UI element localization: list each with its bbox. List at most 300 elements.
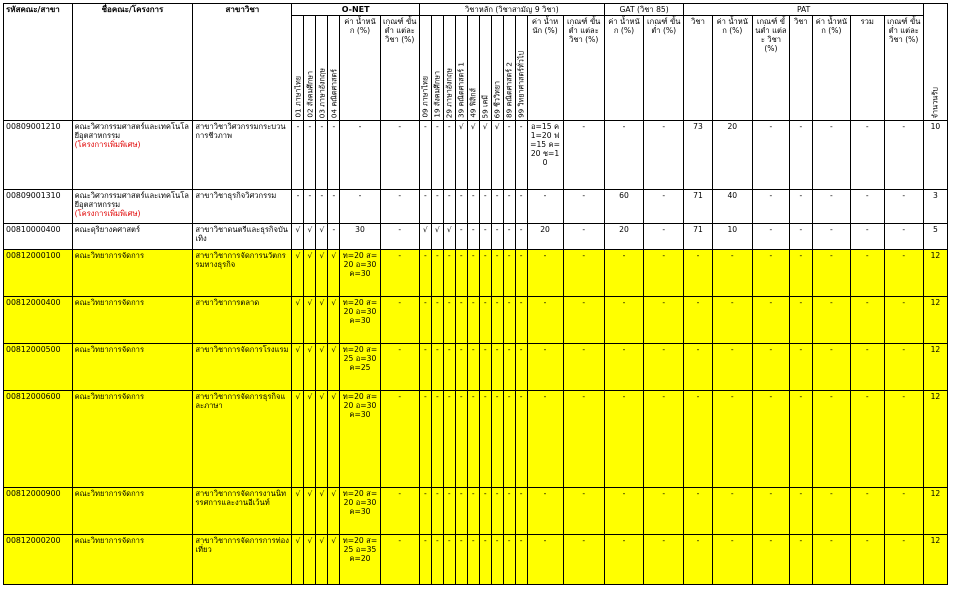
pat-min2: -: [884, 190, 923, 224]
pat-min: -: [752, 344, 789, 391]
pat-weight: 20: [712, 121, 752, 190]
pat-min2: -: [884, 297, 923, 344]
onet-mark: √: [304, 488, 316, 535]
main-mark: √: [467, 121, 479, 190]
pat-min: -: [752, 391, 789, 488]
main-subject-4: 49 ฟิสิกส์: [467, 16, 479, 121]
pat-subject: 71: [684, 190, 712, 224]
main-mark: -: [491, 391, 503, 488]
onet-mark: -: [304, 190, 316, 224]
faculty-name: คณะวิทยาการจัดการ: [74, 536, 145, 545]
onet-mark: √: [292, 391, 304, 488]
pat-min: -: [752, 224, 789, 250]
main-mark: -: [419, 190, 431, 224]
main-min: -: [563, 535, 604, 585]
pat-min2: -: [884, 488, 923, 535]
pat-weight2: -: [812, 391, 850, 488]
pat-subject2: -: [789, 535, 812, 585]
main-mark: -: [467, 488, 479, 535]
pat-min: -: [752, 121, 789, 190]
main-mark: -: [419, 297, 431, 344]
row-faculty: [72, 190, 193, 224]
row-faculty: [72, 488, 193, 535]
onet-mark: √: [328, 488, 340, 535]
onet-subject-0: 01 ภาษาไทย: [292, 16, 304, 121]
gat-min: -: [644, 535, 684, 585]
main-mark: -: [443, 121, 455, 190]
onet-min: -: [380, 297, 419, 344]
main-weight: 20: [527, 224, 563, 250]
main-mark: -: [491, 535, 503, 585]
header-pat: PAT: [684, 4, 924, 16]
admission-criteria-table: [3, 3, 948, 585]
main-mark: -: [455, 224, 467, 250]
header-major: สาขาวิชา: [193, 4, 292, 121]
main-weight: -: [527, 250, 563, 297]
row-major: สาขาวิชาการจัดการนวัตกรรมทางธุรกิจ: [193, 250, 292, 297]
pat-total: -: [850, 250, 884, 297]
pat-subject2-header: วิชา: [789, 16, 812, 121]
row-quota: 10: [923, 121, 947, 190]
main-mark: -: [443, 250, 455, 297]
onet-mark: √: [292, 344, 304, 391]
onet-mark: -: [316, 190, 328, 224]
onet-mark: √: [304, 344, 316, 391]
pat-total-header: รวม: [850, 16, 884, 121]
onet-mark: √: [328, 250, 340, 297]
gat-min: -: [644, 121, 684, 190]
main-mark: -: [503, 250, 515, 297]
main-mark: -: [419, 250, 431, 297]
pat-min2: -: [884, 250, 923, 297]
main-mark: -: [467, 224, 479, 250]
main-mark: -: [491, 224, 503, 250]
onet-min: -: [380, 250, 419, 297]
onet-mark: √: [292, 250, 304, 297]
main-mark: -: [431, 344, 443, 391]
pat-min: -: [752, 250, 789, 297]
onet-min: -: [380, 224, 419, 250]
row-code: 00809001310: [4, 190, 73, 224]
table-row: [4, 535, 948, 585]
main-mark: -: [479, 535, 491, 585]
row-quota: 12: [923, 297, 947, 344]
main-mark: -: [479, 250, 491, 297]
main-mark: -: [455, 190, 467, 224]
onet-mark: -: [328, 224, 340, 250]
main-mark: -: [491, 488, 503, 535]
gat-min: -: [644, 391, 684, 488]
pat-subject2: -: [789, 190, 812, 224]
main-mark: -: [467, 297, 479, 344]
main-mark: -: [503, 224, 515, 250]
main-mark: -: [455, 250, 467, 297]
onet-mark: √: [328, 344, 340, 391]
main-weight: -: [527, 391, 563, 488]
main-subject-3: 39 คณิตศาสตร์ 1: [455, 16, 467, 121]
pat-min: -: [752, 297, 789, 344]
main-mark: -: [479, 297, 491, 344]
table-row: [4, 190, 948, 224]
onet-min: -: [380, 121, 419, 190]
row-major: สาขาวิชาการจัดการการท่องเที่ยว: [193, 535, 292, 585]
main-mark: -: [491, 344, 503, 391]
table-row: [4, 391, 948, 488]
row-faculty: [72, 344, 193, 391]
pat-min: -: [752, 535, 789, 585]
table-row: [4, 224, 948, 250]
row-quota: 12: [923, 535, 947, 585]
pat-subject: -: [684, 250, 712, 297]
row-quota: 12: [923, 250, 947, 297]
main-mark: -: [431, 391, 443, 488]
pat-subject2: -: [789, 391, 812, 488]
header-gat: GAT (วิชา 85): [604, 4, 683, 16]
gat-weight: -: [604, 391, 643, 488]
main-mark: √: [443, 224, 455, 250]
main-mark: -: [455, 297, 467, 344]
pat-weight: -: [712, 391, 752, 488]
row-quota: 12: [923, 391, 947, 488]
gat-weight: -: [604, 121, 643, 190]
main-min: -: [563, 297, 604, 344]
onet-weight: 30: [340, 224, 380, 250]
row-quota: 5: [923, 224, 947, 250]
onet-mark: √: [304, 535, 316, 585]
faculty-name: คณะวิทยาการจัดการ: [74, 345, 145, 354]
row-major: สาขาวิชาการตลาด: [193, 297, 292, 344]
header-main9: วิชาหลัก (วิชาสามัญ 9 วิชา): [419, 4, 604, 16]
main-mark: -: [467, 190, 479, 224]
pat-subject: 71: [684, 224, 712, 250]
onet-mark: √: [316, 297, 328, 344]
onet-weight: ท=20 ส=20 อ=30 ค=30: [340, 391, 380, 488]
main-mark: -: [455, 391, 467, 488]
row-quota: 12: [923, 488, 947, 535]
row-quota: 12: [923, 344, 947, 391]
main-mark: -: [479, 190, 491, 224]
pat-weight: -: [712, 344, 752, 391]
pat-subject: 73: [684, 121, 712, 190]
onet-min: -: [380, 488, 419, 535]
main-mark: -: [515, 121, 527, 190]
onet-mark: -: [328, 121, 340, 190]
gat-min: -: [644, 190, 684, 224]
gat-weight: 20: [604, 224, 643, 250]
main-mark: -: [515, 488, 527, 535]
pat-weight: 10: [712, 224, 752, 250]
onet-mark: √: [304, 391, 316, 488]
pat-subject: -: [684, 535, 712, 585]
main-mark: -: [467, 391, 479, 488]
main-weight: -: [527, 535, 563, 585]
row-faculty: [72, 224, 193, 250]
pat-subject: -: [684, 391, 712, 488]
main-mark: -: [503, 190, 515, 224]
main-mark: -: [491, 190, 503, 224]
gat-min: -: [644, 250, 684, 297]
pat-total: -: [850, 190, 884, 224]
pat-weight2: -: [812, 250, 850, 297]
onet-weight: ท=20 ส=20 อ=30 ค=30: [340, 488, 380, 535]
onet-mark: -: [292, 190, 304, 224]
main-subject-0: 09 ภาษาไทย: [419, 16, 431, 121]
onet-weight: ท=20 ส=20 อ=30 ค=30: [340, 250, 380, 297]
pat-min2: -: [884, 391, 923, 488]
faculty-name: คณะดุริยางคศาสตร์: [74, 225, 141, 234]
main-mark: -: [491, 250, 503, 297]
pat-total: -: [850, 535, 884, 585]
onet-min: -: [380, 344, 419, 391]
onet-mark: √: [328, 535, 340, 585]
main-mark: -: [503, 121, 515, 190]
row-major: สาขาวิชาการจัดการธุรกิจและภาษา: [193, 391, 292, 488]
pat-weight2: -: [812, 344, 850, 391]
onet-mark: √: [316, 488, 328, 535]
pat-subject-header: วิชา: [684, 16, 712, 121]
main-subject-1: 19 สังคมศึกษา: [431, 16, 443, 121]
main-mark: -: [515, 190, 527, 224]
pat-weight2: -: [812, 535, 850, 585]
onet-mark: √: [304, 250, 316, 297]
onet-mark: √: [328, 297, 340, 344]
gat-weight: -: [604, 535, 643, 585]
main-mark: -: [455, 535, 467, 585]
faculty-note: (โครงการเพิ่มพิเศษ): [74, 209, 141, 218]
pat-weight: -: [712, 535, 752, 585]
row-code: 00812000400: [4, 297, 73, 344]
main-mark: -: [443, 190, 455, 224]
main-mark: -: [431, 535, 443, 585]
row-faculty: [72, 297, 193, 344]
pat-total: -: [850, 344, 884, 391]
main-mark: -: [443, 535, 455, 585]
gat-min: -: [644, 297, 684, 344]
main-mark: √: [431, 224, 443, 250]
faculty-name: คณะวิศวกรรมศาสตร์และเทคโนโลยีอุตสาหกรรม: [74, 122, 189, 140]
main-mark: -: [467, 344, 479, 391]
pat-total: -: [850, 121, 884, 190]
row-major: สาขาวิชาวิศวกรรมกระบวนการชีวภาพ: [193, 121, 292, 190]
row-faculty: [72, 250, 193, 297]
pat-weight: -: [712, 250, 752, 297]
table-body: [4, 121, 948, 585]
onet-mark: √: [304, 297, 316, 344]
main-mark: √: [479, 121, 491, 190]
main-mark: -: [419, 121, 431, 190]
gat-weight: -: [604, 488, 643, 535]
pat-min-header: เกณฑ์ ขั้นต่ำ แต่ละ วิชา (%): [752, 16, 789, 121]
gat-min: -: [644, 224, 684, 250]
table-row: [4, 250, 948, 297]
row-code: 00810000400: [4, 224, 73, 250]
main-mark: -: [515, 224, 527, 250]
onet-subject-3: 04 คณิตศาสตร์: [328, 16, 340, 121]
main-mark: -: [431, 121, 443, 190]
main-mark: -: [443, 488, 455, 535]
main-weight: -: [527, 190, 563, 224]
pat-weight2: -: [812, 190, 850, 224]
row-code: 00812000600: [4, 391, 73, 488]
onet-min: -: [380, 190, 419, 224]
row-faculty: [72, 391, 193, 488]
table-row: [4, 344, 948, 391]
row-major: สาขาวิชาการจัดการโรงแรม: [193, 344, 292, 391]
main-mark: -: [515, 297, 527, 344]
row-quota: 3: [923, 190, 947, 224]
main-mark: -: [431, 297, 443, 344]
pat-weight: -: [712, 488, 752, 535]
pat-weight-header: ค่า น้ำหนัก (%): [712, 16, 752, 121]
main-min: -: [563, 250, 604, 297]
main-weight-header: ค่า น้ำหนัก (%): [527, 16, 563, 121]
pat-total: -: [850, 224, 884, 250]
table-row: [4, 121, 948, 190]
pat-weight2: -: [812, 224, 850, 250]
main-mark: -: [467, 250, 479, 297]
main-subject-2: 29 ภาษาอังกฤษ: [443, 16, 455, 121]
main-mark: -: [443, 344, 455, 391]
gat-min: -: [644, 488, 684, 535]
row-code: 00812000100: [4, 250, 73, 297]
main-mark: -: [443, 297, 455, 344]
row-code: 00812000500: [4, 344, 73, 391]
main-mark: -: [479, 224, 491, 250]
onet-subject-1: 02 สังคมศึกษา: [304, 16, 316, 121]
header-quota: จำนวนรับ: [923, 4, 947, 121]
main-weight: -: [527, 488, 563, 535]
onet-mark: √: [316, 535, 328, 585]
pat-min2: -: [884, 535, 923, 585]
main-mark: -: [503, 297, 515, 344]
pat-total: -: [850, 391, 884, 488]
onet-mark: √: [316, 391, 328, 488]
gat-weight: 60: [604, 190, 643, 224]
pat-weight2: -: [812, 297, 850, 344]
main-subject-7: 89 คณิตศาสตร์ 2: [503, 16, 515, 121]
pat-subject2: -: [789, 488, 812, 535]
row-code: 00812000900: [4, 488, 73, 535]
onet-weight: ท=20 ส=25 อ=35 ค=20: [340, 535, 380, 585]
main-mark: -: [479, 391, 491, 488]
main-mark: -: [455, 344, 467, 391]
main-mark: -: [515, 391, 527, 488]
onet-mark: √: [292, 297, 304, 344]
pat-weight2-header: ค่า น้ำหนัก (%): [812, 16, 850, 121]
pat-subject2: -: [789, 344, 812, 391]
onet-mark: √: [292, 535, 304, 585]
main-mark: -: [515, 344, 527, 391]
pat-weight: 40: [712, 190, 752, 224]
pat-total: -: [850, 488, 884, 535]
main-min: -: [563, 121, 604, 190]
pat-subject2: -: [789, 297, 812, 344]
gat-weight: -: [604, 297, 643, 344]
pat-min2: -: [884, 121, 923, 190]
main-mark: -: [503, 391, 515, 488]
faculty-name: คณะวิทยาการจัดการ: [74, 298, 145, 307]
table-row: [4, 488, 948, 535]
pat-subject: -: [684, 488, 712, 535]
pat-weight2: -: [812, 121, 850, 190]
onet-min-header: เกณฑ์ ขั้นต่ำ แต่ละ วิชา (%): [380, 16, 419, 121]
main-mark: -: [431, 190, 443, 224]
main-mark: -: [503, 488, 515, 535]
main-mark: -: [431, 250, 443, 297]
header-code: รหัสคณะ/สาขา: [4, 4, 73, 121]
main-mark: -: [515, 535, 527, 585]
onet-mark: -: [328, 190, 340, 224]
pat-min2: -: [884, 344, 923, 391]
pat-total: -: [850, 297, 884, 344]
row-faculty: [72, 535, 193, 585]
faculty-name: คณะวิทยาการจัดการ: [74, 392, 145, 401]
main-mark: -: [419, 488, 431, 535]
pat-min2-header: เกณฑ์ ขั้นต่ำ แต่ละ วิชา (%): [884, 16, 923, 121]
header-faculty: ชื่อคณะ/โครงการ: [72, 4, 193, 121]
table-row: [4, 297, 948, 344]
onet-mark: √: [292, 224, 304, 250]
pat-subject: -: [684, 344, 712, 391]
main-mark: -: [491, 297, 503, 344]
row-major: สาขาวิชาการจัดการงานนิทรรศการและงานอีเว้นท์: [193, 488, 292, 535]
main-mark: √: [455, 121, 467, 190]
onet-min: -: [380, 535, 419, 585]
main-weight: อ=15 ค1=20 ฟ=15 ค=20 ช=10: [527, 121, 563, 190]
onet-min: -: [380, 391, 419, 488]
onet-mark: √: [316, 224, 328, 250]
faculty-name: คณะวิทยาการจัดการ: [74, 251, 145, 260]
row-major: สาขาวิชาธุรกิจวิศวกรรม: [193, 190, 292, 224]
main-subject-6: 69 ชีววิทยา: [491, 16, 503, 121]
main-mark: -: [503, 344, 515, 391]
onet-subject-2: 03 ภาษาอังกฤษ: [316, 16, 328, 121]
main-min: -: [563, 344, 604, 391]
onet-weight-header: ค่า น้ำหนัก (%): [340, 16, 380, 121]
onet-weight: ท=20 ส=25 อ=30 ค=25: [340, 344, 380, 391]
onet-mark: -: [292, 121, 304, 190]
row-faculty: [72, 121, 193, 190]
onet-weight: ท=20 ส=20 อ=30 ค=30: [340, 297, 380, 344]
main-mark: -: [503, 535, 515, 585]
main-mark: -: [479, 344, 491, 391]
main-mark: √: [419, 224, 431, 250]
row-code: 00809001210: [4, 121, 73, 190]
main-weight: -: [527, 297, 563, 344]
pat-weight: -: [712, 297, 752, 344]
main-mark: -: [467, 535, 479, 585]
faculty-name: คณะวิศวกรรมศาสตร์และเทคโนโลยีอุตสาหกรรม: [74, 191, 189, 209]
pat-subject2: -: [789, 121, 812, 190]
main-weight: -: [527, 344, 563, 391]
pat-min: -: [752, 488, 789, 535]
main-subject-5: 59 เคมี: [479, 16, 491, 121]
main-min: -: [563, 391, 604, 488]
gat-weight-header: ค่า น้ำหนัก (%): [604, 16, 643, 121]
main-mark: -: [443, 391, 455, 488]
pat-subject: -: [684, 297, 712, 344]
gat-min: -: [644, 344, 684, 391]
main-mark: √: [491, 121, 503, 190]
pat-subject2: -: [789, 250, 812, 297]
main-subject-8: 99 วิทยาศาสตร์ทั่วไป: [515, 16, 527, 121]
pat-subject2: -: [789, 224, 812, 250]
faculty-note: (โครงการเพิ่มพิเศษ): [74, 140, 141, 149]
row-major: สาขาวิชาดนตรีและธุรกิจบันเทิง: [193, 224, 292, 250]
pat-weight2: -: [812, 488, 850, 535]
onet-weight: -: [340, 190, 380, 224]
onet-mark: √: [328, 391, 340, 488]
